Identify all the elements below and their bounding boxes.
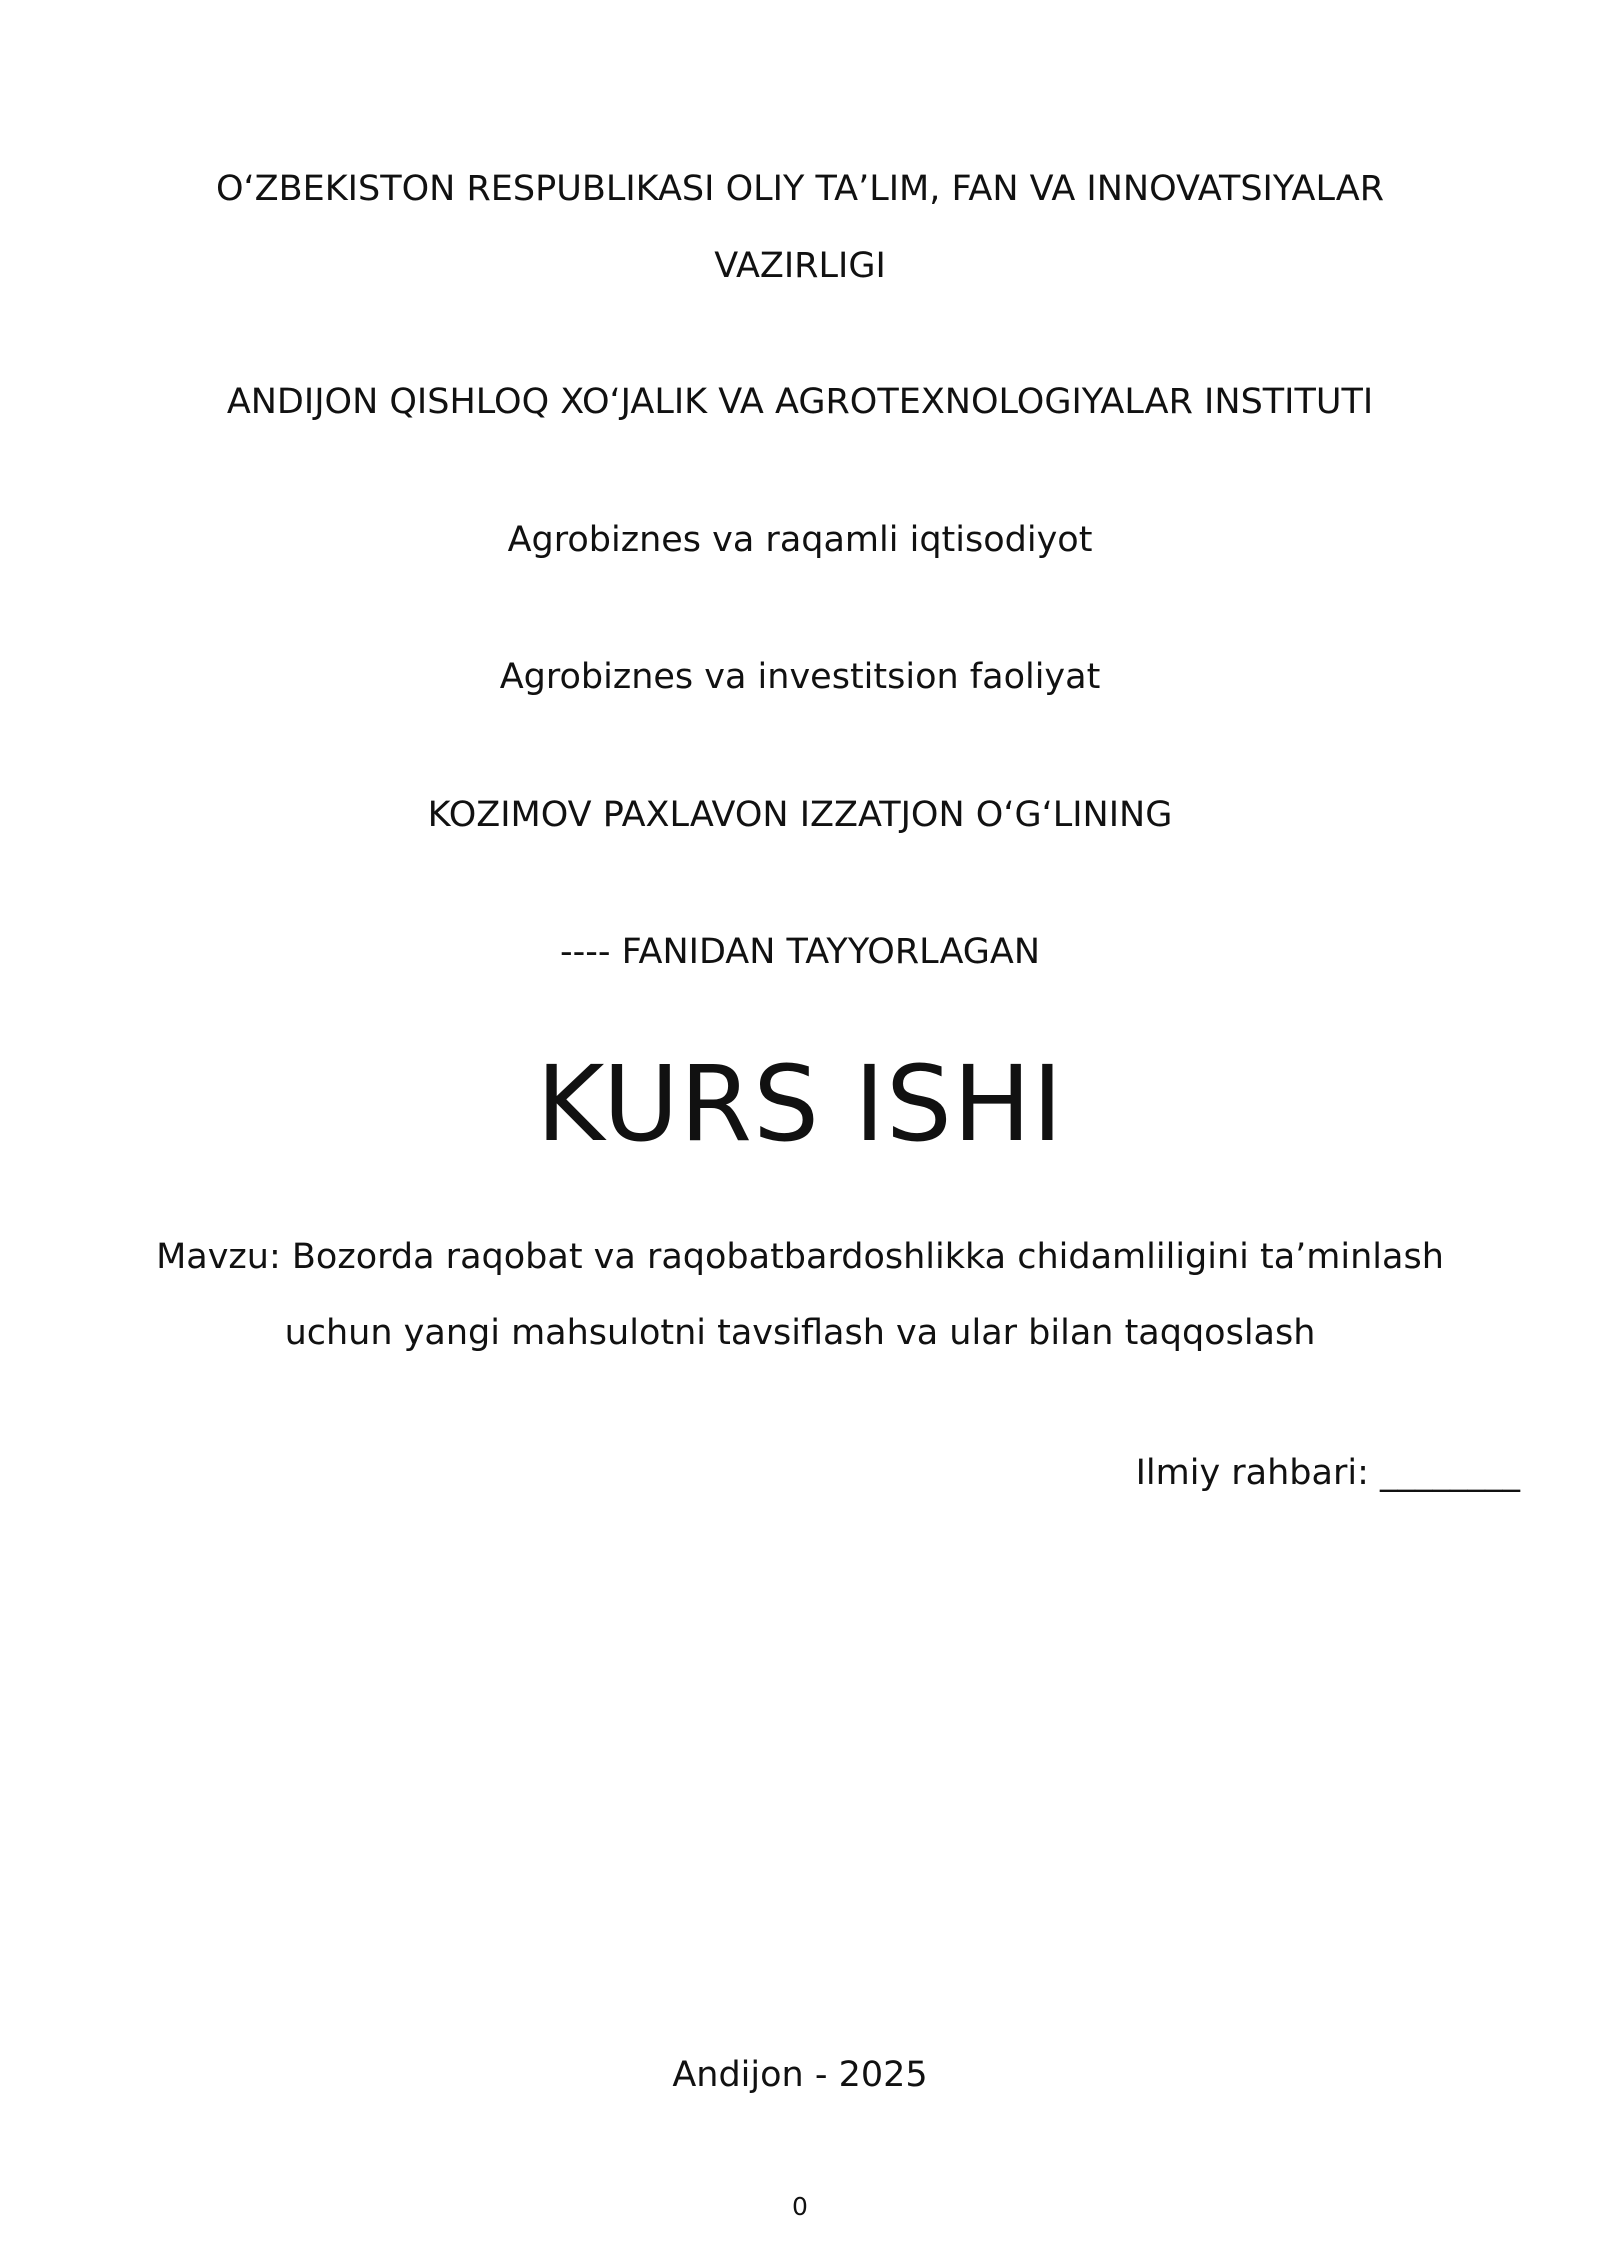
page-number: 0 [792, 2192, 808, 2221]
subject-line: ---- FANIDAN TAYYORLAGAN [559, 932, 1041, 972]
ministry-name-line-1: O‘ZBEKISTON RESPUBLIKASI OLIY TA’LIM, FAN VA INNOVATSIYALAR [215, 169, 1385, 209]
topic-line-2: uchun yangi mahsulotni tavsiflash va ular bilan taqqoslash [284, 1313, 1316, 1353]
faculty-name: Agrobiznes va raqamli iqtisodiyot [507, 520, 1093, 560]
student-name: KOZIMOV PAXLAVON IZZATJON O‘G‘LINING [427, 795, 1173, 835]
topic-line-1: Mavzu: Bozorda raqobat va raqobatbardoshlikka chidamliligini ta’minlash [156, 1237, 1444, 1277]
scientific-advisor: Ilmiy rahbari: ________ [1135, 1453, 1520, 1493]
ministry-name-line-2: VAZIRLIGI [714, 246, 886, 286]
institute-name: ANDIJON QISHLOQ XO‘JALIK VA AGROTEXNOLOGIYALAR INSTITUTI [226, 382, 1374, 422]
document-type-title: KURS ISHI [536, 1043, 1064, 1165]
city-and-year: Andijon - 2025 [672, 2055, 928, 2095]
department-name: Agrobiznes va investitsion faoliyat [499, 657, 1101, 697]
